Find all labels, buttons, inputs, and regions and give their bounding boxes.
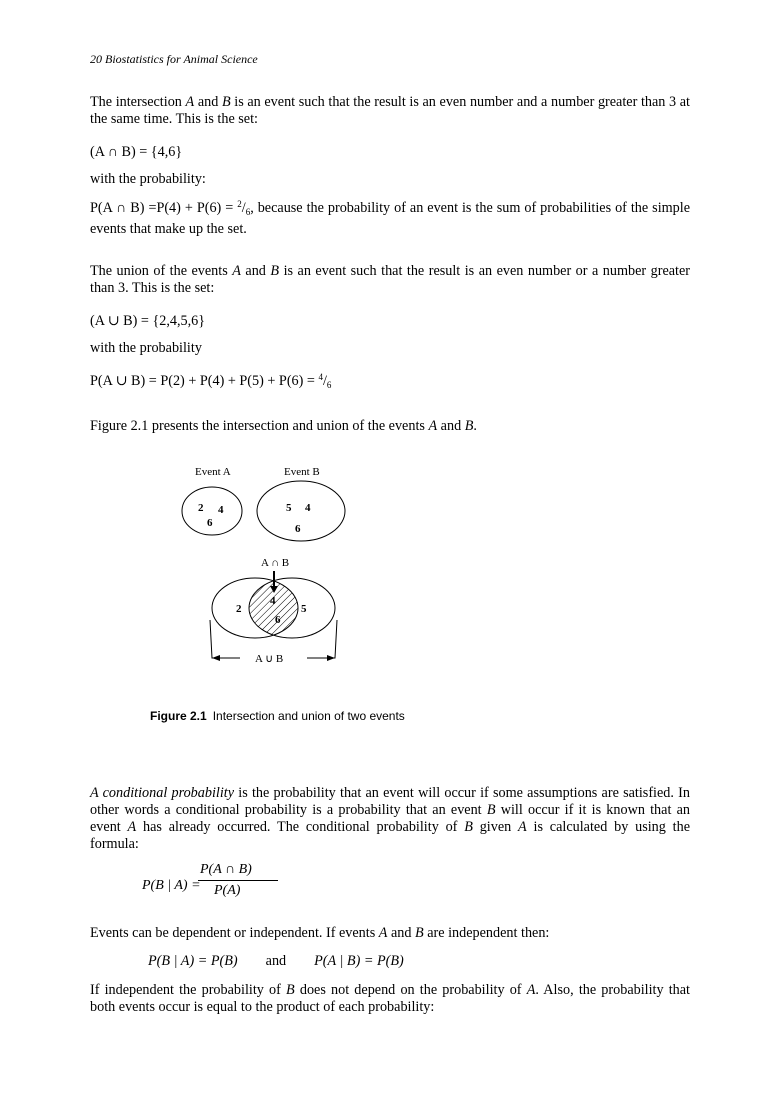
event-a-label: Event A: [195, 466, 231, 478]
probability-intersection: P(A ∩ $B) =P(4) + P(6) = ^2/_6$, because the probability of an event is the sum of probabilities of the simple events that make up the set.: [90, 199, 691, 237]
probability-union: P(A ∪ $B) = P(2) + P(4) + P(5) + P(6) = ^4/_6$: [90, 372, 332, 390]
set-a-6: 6: [207, 517, 213, 529]
venn-2: 2: [236, 603, 242, 615]
union-label: A ∪ B: [255, 653, 284, 665]
intersection-label: A ∩ B: [261, 557, 290, 569]
set-b-5: 5: [286, 502, 292, 514]
equation-intersection: (A ∩ B) = {4,6}: [90, 144, 183, 160]
running-header: 20 Biostatistics for Animal Science: [90, 52, 258, 66]
independence-equations: P(B | A) = P(B) and P(A | B) = P(B): [148, 953, 404, 969]
paragraph-union: The union of the events A and B is an event such that the result is an even number or a number greater than 3. This is the set:: [90, 263, 690, 296]
union-bracket-left: [210, 620, 240, 658]
set-a-2: 2: [198, 502, 204, 514]
set-a-4: 4: [218, 504, 224, 516]
paragraph-intersection: The intersection A and B is an event such that the result is an even number and a number greater than 3 at the same time. This is the set:: [90, 94, 690, 127]
caption-text: Intersection and union of two events: [212, 709, 405, 723]
figure-caption: [150, 709, 405, 723]
venn-5: 5: [301, 603, 307, 615]
set-b-4: 4: [305, 502, 311, 514]
paragraph-conditional: A conditional probability is the probability that an event will occur if some assumptions are satisfied. In other words a conditional probability is a probability that an event B will occur if it is known that an event A has already occurred. The conditional probability of B given A is calculated by using the formula:: [90, 785, 690, 852]
paragraph-independent: If independent the probability of B does not depend on the probability of A. Also, the probability that both events occur is equal to the product of each probability:: [90, 982, 691, 1015]
venn-4: 4: [270, 595, 276, 607]
venn-6: 6: [275, 614, 281, 626]
set-b-6: 6: [295, 523, 301, 535]
equation-union: (A ∪ B) = {2,4,5,6}: [90, 313, 206, 329]
event-b-label: Event B: [284, 466, 320, 478]
caption-label: Figure 2.1: [150, 709, 207, 723]
event-b-circle: [257, 481, 345, 541]
venn-figure: [170, 460, 460, 675]
paragraph-dependence: Events can be dependent or independent. If events A and B are independent then:: [90, 925, 550, 941]
with-probability-2: with the probability: [90, 340, 202, 356]
union-arrowhead-left: [212, 655, 220, 661]
with-probability-1: with the probability:: [90, 171, 206, 187]
figure-intro: Figure 2.1 presents the intersection and union of the events A and B.: [90, 418, 477, 434]
union-bracket-right: [307, 620, 337, 658]
union-arrowhead-right: [327, 655, 335, 661]
